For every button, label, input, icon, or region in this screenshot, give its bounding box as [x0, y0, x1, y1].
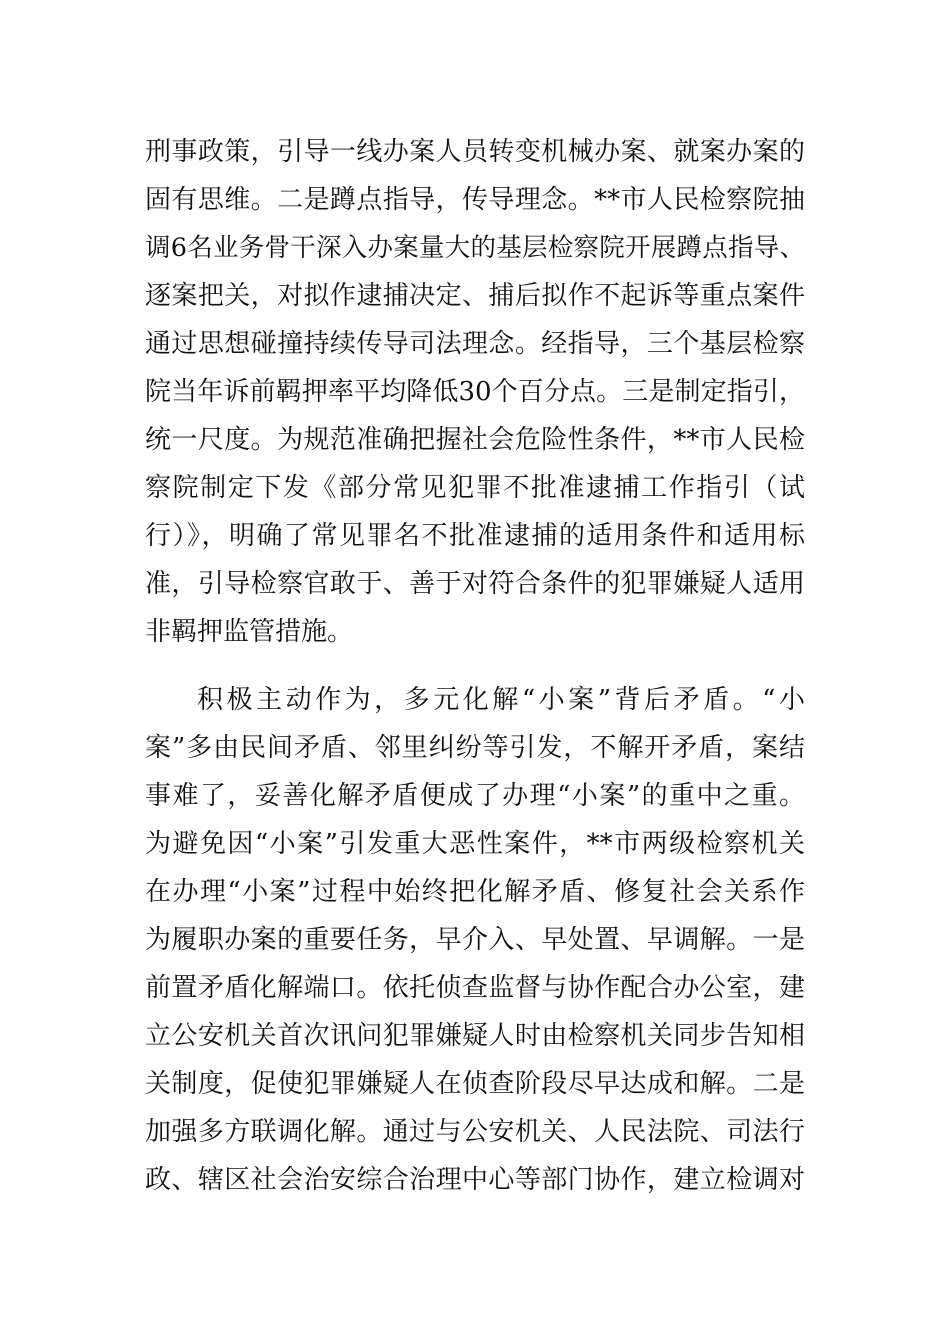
text-line-4: 逐案把关，对拟作逮捕决定、捕后拟作不起诉等重点案件: [145, 281, 805, 311]
text-line-8: 察院制定下发《部分常见犯罪不批准逮捕工作指引（试: [145, 473, 805, 503]
text-line-3: 调6名业务骨干深入办案量大的基层检察院开展蹲点指导、: [145, 233, 805, 263]
text-line-21: 加强多方联调化解。通过与公安机关、人民法院、司法行: [145, 1117, 805, 1147]
text-line-12: 积极主动作为，多元化解“小案”背后矛盾。“小: [197, 685, 805, 715]
text-line-13: 案”多由民间矛盾、邻里纠纷等引发，不解开矛盾，案结: [145, 733, 805, 763]
text-line-10: 准，引导检察官敢于、善于对符合条件的犯罪嫌疑人适用: [145, 569, 805, 599]
text-line-18: 前置矛盾化解端口。依托侦查监督与协作配合办公室，建: [145, 973, 805, 1003]
text-line-11: 非羁押监管措施。: [145, 617, 354, 647]
text-line-20: 关制度，促使犯罪嫌疑人在侦查阶段尽早达成和解。二是: [145, 1069, 805, 1099]
text-line-17: 为履职办案的重要任务，早介入、早处置、早调解。一是: [145, 925, 805, 955]
text-line-9: 行）》，明确了常见罪名不批准逮捕的适用条件和适用标: [145, 521, 805, 551]
text-line-5: 通过思想碰撞持续传导司法理念。经指导，三个基层检察: [145, 329, 805, 359]
text-line-2: 固有思维。二是蹲点指导，传导理念。**市人民检察院抽: [145, 185, 805, 215]
text-line-14: 事难了，妥善化解矛盾便成了办理“小案”的重中之重。: [145, 781, 805, 811]
text-line-19: 立公安机关首次讯问犯罪嫌疑人时由检察机关同步告知相: [145, 1021, 805, 1051]
text-line-1: 刑事政策，引导一线办案人员转变机械办案、就案办案的: [145, 137, 805, 167]
text-line-15: 为避免因“小案”引发重大恶性案件，**市两级检察机关: [145, 829, 805, 859]
text-line-6: 院当年诉前羁押率平均降低30个百分点。三是制定指引，: [145, 377, 805, 407]
text-line-7: 统一尺度。为规范准确把握社会危险性条件，**市人民检: [145, 425, 805, 455]
text-line-16: 在办理“小案”过程中始终把化解矛盾、修复社会关系作: [145, 877, 805, 907]
text-line-22: 政、辖区社会治安综合治理中心等部门协作，建立检调对: [145, 1165, 805, 1195]
